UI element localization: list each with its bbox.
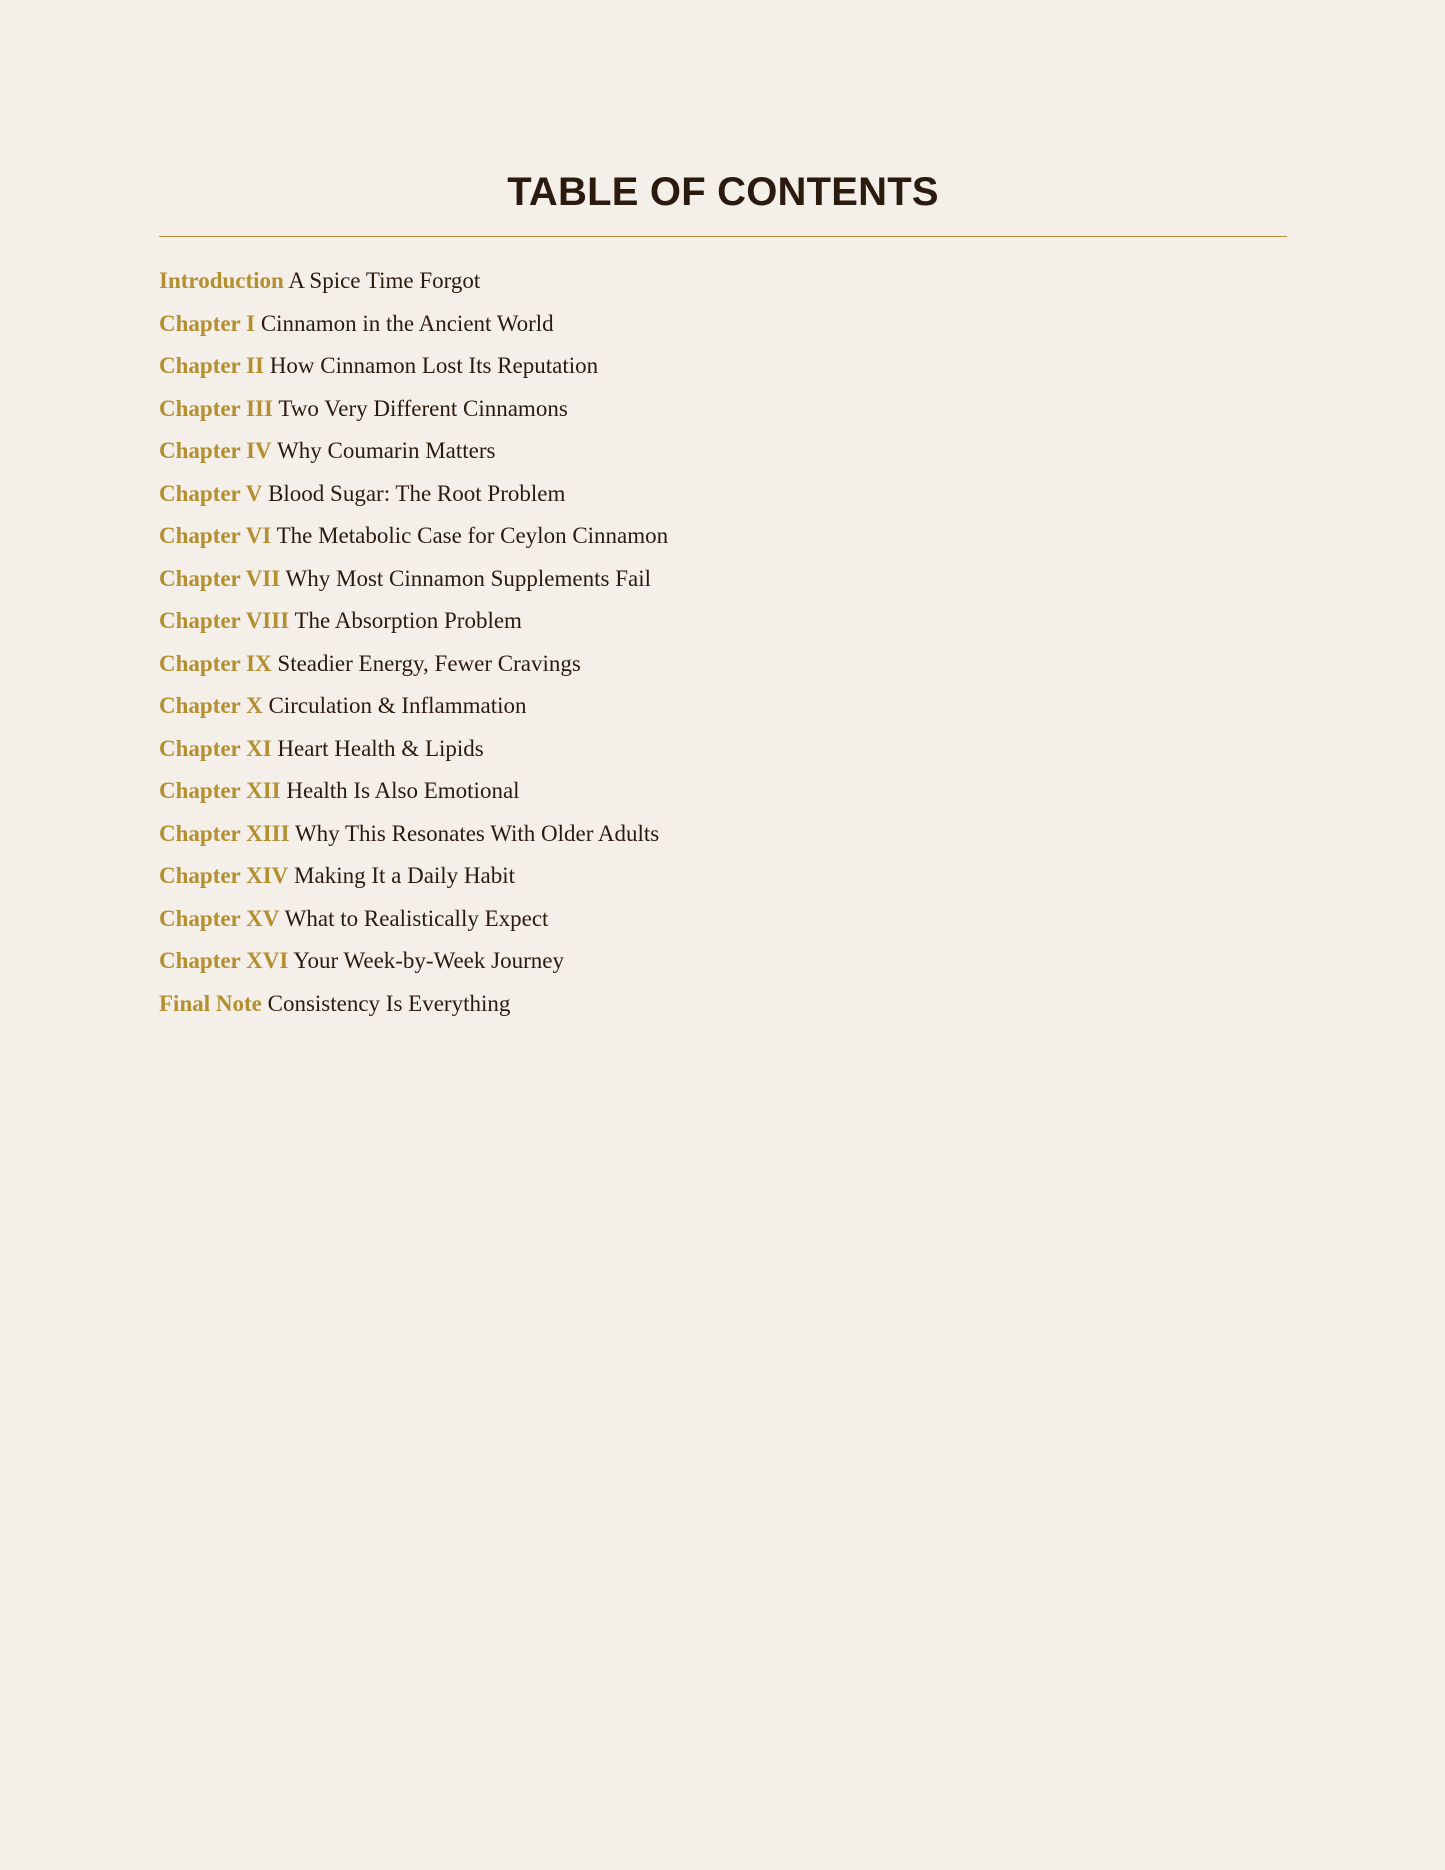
toc-entry [159, 816, 668, 859]
toc-entry [159, 773, 668, 816]
toc-entry [159, 986, 668, 1029]
toc-entry-label: Chapter IV [159, 438, 272, 463]
toc-entry-title: Steadier Energy, Fewer Cravings [277, 650, 581, 676]
toc-entry-label: Chapter XI [159, 735, 272, 761]
toc-entry-title: Your Week-by-Week Journey [293, 948, 564, 973]
toc-entry [159, 518, 668, 561]
toc-entry [159, 943, 668, 986]
toc-entry [159, 901, 668, 944]
toc-entry-label: Chapter X [159, 693, 263, 718]
toc-entry-title: Blood Sugar: The Root Problem [268, 480, 566, 506]
toc-entry-label: Introduction [159, 268, 284, 293]
toc-entry-title: How Cinnamon Lost Its Reputation [269, 353, 599, 378]
toc-entry-title: A Spice Time Forgot [288, 268, 481, 293]
toc-entry [159, 433, 668, 476]
toc-entry-title: Heart Health & Lipids [277, 735, 484, 761]
toc-entry [159, 603, 668, 646]
toc-entry-label: Chapter XIII [159, 820, 290, 846]
toc-entry-title: Health Is Also Emotional [286, 778, 520, 803]
toc-entry-title: Two Very Different Cinnamons [278, 395, 568, 421]
toc-entry-label: Chapter I [159, 310, 256, 336]
toc-entry-title: Circulation & Inflammation [268, 693, 527, 718]
toc-entry [159, 348, 668, 391]
toc-entry-label: Chapter VII [159, 565, 281, 591]
toc-entry [159, 476, 668, 519]
toc-entry-title: The Absorption Problem [294, 608, 522, 633]
toc-entry [159, 688, 668, 731]
toc-entry-label: Chapter XIV [159, 863, 289, 888]
toc-entry-label: Chapter XII [159, 778, 281, 803]
page-title: TABLE OF CONTENTS [507, 170, 939, 214]
toc-entry [159, 391, 668, 434]
toc-entry-title: Cinnamon in the Ancient World [260, 310, 554, 336]
toc-entry [159, 561, 668, 604]
title-divider [159, 236, 1287, 237]
toc-entry-label: Chapter II [159, 353, 265, 378]
toc-entry [159, 731, 668, 774]
toc-entry-label: Final Note [159, 990, 262, 1016]
toc-entry-label: Chapter IX [159, 650, 272, 676]
toc-entry-label: Chapter III [159, 395, 273, 421]
toc-entry [159, 858, 668, 901]
toc-entry-label: Chapter VIII [159, 608, 290, 633]
toc-entry-label: Chapter V [159, 480, 263, 506]
toc-entry-label: Chapter XV [159, 905, 280, 931]
toc-entry-title: Why This Resonates With Older Adults [294, 820, 660, 846]
toc-entry [159, 306, 668, 349]
toc-entry-label: Chapter VI [159, 523, 272, 548]
toc-entry-title: Making It a Daily Habit [294, 863, 516, 888]
toc-entry-title: Why Coumarin Matters [277, 438, 496, 463]
toc-entry-title: The Metabolic Case for Ceylon Cinnamon [276, 523, 669, 548]
toc-entry [159, 646, 668, 689]
toc-entry-title: What to Realistically Expect [284, 905, 549, 931]
toc-entry [159, 263, 668, 306]
toc-entry-title: Why Most Cinnamon Supplements Fail [285, 565, 651, 591]
toc-list [159, 263, 668, 1028]
toc-entry-title: Consistency Is Everything [267, 990, 511, 1016]
toc-entry-label: Chapter XVI [159, 948, 289, 973]
